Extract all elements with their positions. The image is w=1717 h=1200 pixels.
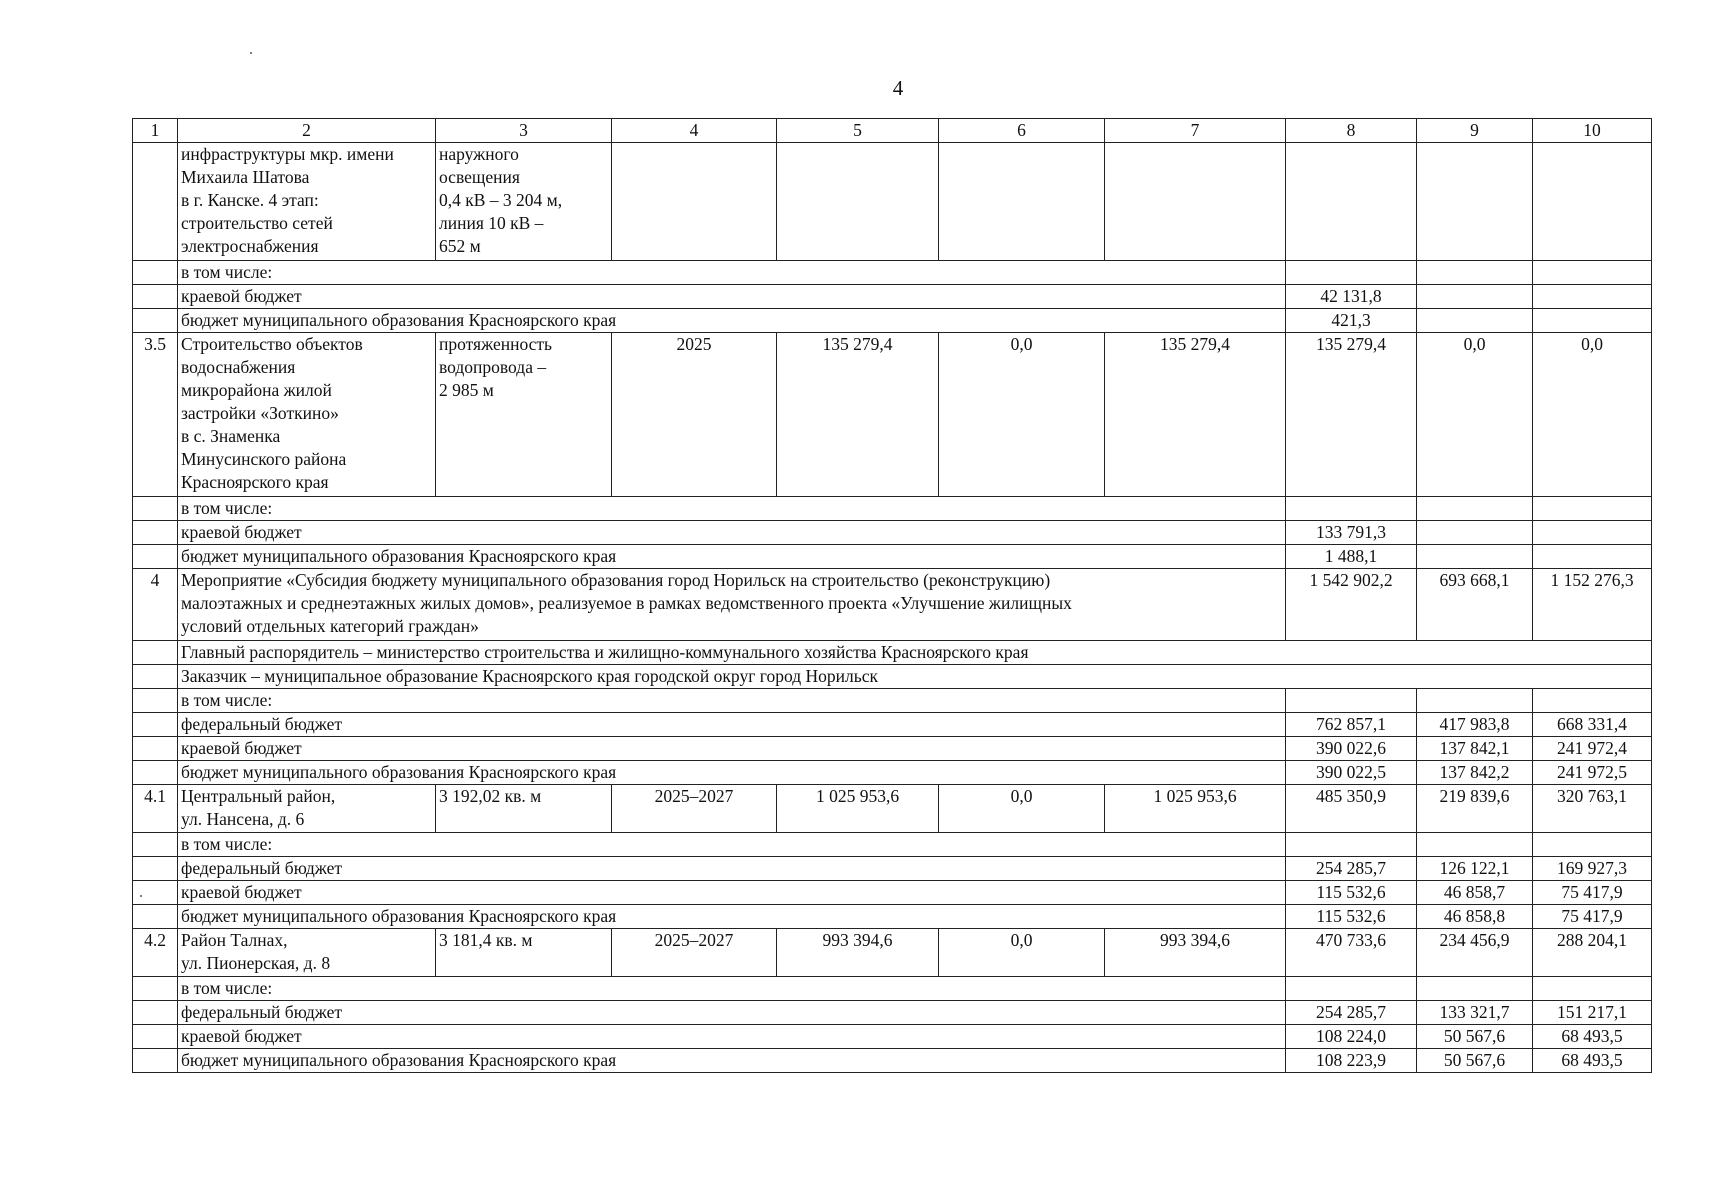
header-cell: 8 — [1286, 119, 1417, 143]
object-indicator: протяженность водопровода – 2 985 м — [436, 333, 612, 497]
table-row — [133, 761, 1652, 785]
in-total-label: в том числе: — [178, 261, 1286, 285]
table-row — [133, 665, 1652, 689]
value-cell: 1 542 902,2 — [1286, 569, 1417, 641]
value-cell: 219 839,6 — [1417, 785, 1533, 833]
table-row — [133, 285, 1652, 309]
value-cell: 470 733,6 — [1286, 929, 1417, 977]
value-cell: 234 456,9 — [1417, 929, 1533, 977]
value-cell: 135 279,4 — [1105, 333, 1286, 497]
page-number: 4 — [892, 76, 904, 100]
year-cell: 2025 — [612, 333, 777, 497]
budget-label: бюджет муниципального образования Красноярского края — [178, 905, 1286, 929]
value-cell: 133 321,7 — [1417, 1001, 1533, 1025]
value-cell: 151 217,1 — [1533, 1001, 1652, 1025]
value-cell: 68 493,5 — [1533, 1049, 1652, 1073]
value-cell: 133 791,3 — [1286, 521, 1417, 545]
table-row — [133, 905, 1652, 929]
value-cell: 137 842,2 — [1417, 761, 1533, 785]
table-row — [133, 497, 1652, 521]
value-cell: 0,0 — [939, 333, 1105, 497]
table-row — [133, 569, 1652, 641]
value-cell: 0,0 — [939, 929, 1105, 977]
budget-table — [132, 118, 1652, 1073]
object-name: Центральный район, ул. Нансена, д. 6 — [178, 785, 436, 833]
object-name: инфраструктуры мкр. имени Михаила Шатова в г. Канске. 4 этап: строительство сетей электроснабжения — [178, 143, 436, 261]
value-cell: 108 223,9 — [1286, 1049, 1417, 1073]
value-cell: 135 279,4 — [1286, 333, 1417, 497]
value-cell: 320 763,1 — [1533, 785, 1652, 833]
table-row — [133, 857, 1652, 881]
budget-label: краевой бюджет — [178, 285, 1286, 309]
customer: Заказчик – муниципальное образование Красноярского края городской округ город Норильск — [178, 665, 1652, 689]
value-cell: 0,0 — [1417, 333, 1533, 497]
table-row — [133, 1049, 1652, 1073]
value-cell: 75 417,9 — [1533, 881, 1652, 905]
budget-label: бюджет муниципального образования Красноярского края — [178, 309, 1286, 333]
budget-label: бюджет муниципального образования Красноярского края — [178, 761, 1286, 785]
main-manager: Главный распорядитель – министерство строительства и жилищно-коммунального хозяйства Красноярского края — [178, 641, 1652, 665]
object-name: Район Талнах, ул. Пионерская, д. 8 — [178, 929, 436, 977]
table-row — [133, 333, 1652, 497]
value-cell: 68 493,5 — [1533, 1025, 1652, 1049]
header-cell: 9 — [1417, 119, 1533, 143]
value-cell: 485 350,9 — [1286, 785, 1417, 833]
value-cell: 1 025 953,6 — [777, 785, 939, 833]
table-row — [133, 1001, 1652, 1025]
budget-label: федеральный бюджет — [178, 713, 1286, 737]
budget-label: краевой бюджет — [178, 521, 1286, 545]
value-cell: 1 152 276,3 — [1533, 569, 1652, 641]
table-row — [133, 545, 1652, 569]
value-cell: 254 285,7 — [1286, 1001, 1417, 1025]
in-total-label: в том числе: — [178, 977, 1286, 1001]
value-cell: 1 488,1 — [1286, 545, 1417, 569]
object-indicator: наружного освещения 0,4 кВ – 3 204 м, линия 10 кВ – 652 м — [436, 143, 612, 261]
header-cell: 2 — [178, 119, 436, 143]
table-row — [133, 309, 1652, 333]
value-cell: 693 668,1 — [1417, 569, 1533, 641]
row-number: 4.1 — [133, 785, 178, 833]
value-cell: 75 417,9 — [1533, 905, 1652, 929]
value-cell: 126 122,1 — [1417, 857, 1533, 881]
in-total-label: в том числе: — [178, 833, 1286, 857]
table-row — [133, 833, 1652, 857]
value-cell: 993 394,6 — [1105, 929, 1286, 977]
value-cell: 137 842,1 — [1417, 737, 1533, 761]
scan-speck — [250, 52, 252, 54]
header-cell: 10 — [1533, 119, 1652, 143]
header-cell: 7 — [1105, 119, 1286, 143]
table-row — [133, 641, 1652, 665]
table-row — [133, 143, 1652, 261]
header-cell: 6 — [939, 119, 1105, 143]
row-number: 4.2 — [133, 929, 178, 977]
in-total-label: в том числе: — [178, 497, 1286, 521]
value-cell: 241 972,4 — [1533, 737, 1652, 761]
value-cell: 46 858,7 — [1417, 881, 1533, 905]
table-row — [133, 977, 1652, 1001]
value-cell: 46 858,8 — [1417, 905, 1533, 929]
table-row — [133, 785, 1652, 833]
value-cell: 417 983,8 — [1417, 713, 1533, 737]
in-total-label: в том числе: — [178, 689, 1286, 713]
value-cell: 762 857,1 — [1286, 713, 1417, 737]
value-cell: 42 131,8 — [1286, 285, 1417, 309]
value-cell: 254 285,7 — [1286, 857, 1417, 881]
value-cell: 241 972,5 — [1533, 761, 1652, 785]
row-number: 3.5 — [133, 333, 178, 497]
budget-label: федеральный бюджет — [178, 857, 1286, 881]
value-cell: 993 394,6 — [777, 929, 939, 977]
value-cell: 288 204,1 — [1533, 929, 1652, 977]
object-indicator: 3 192,02 кв. м — [436, 785, 612, 833]
table-header-row — [133, 119, 1652, 143]
header-cell: 5 — [777, 119, 939, 143]
header-cell: 4 — [612, 119, 777, 143]
table-row — [133, 1025, 1652, 1049]
value-cell: 115 532,6 — [1286, 881, 1417, 905]
value-cell: 1 025 953,6 — [1105, 785, 1286, 833]
value-cell: 169 927,3 — [1533, 857, 1652, 881]
table-row — [133, 713, 1652, 737]
year-cell: 2025–2027 — [612, 929, 777, 977]
value-cell: 390 022,6 — [1286, 737, 1417, 761]
table-row — [133, 261, 1652, 285]
table-row — [133, 929, 1652, 977]
value-cell: 50 567,6 — [1417, 1025, 1533, 1049]
row-number: 4 — [133, 569, 178, 641]
budget-label: краевой бюджет — [178, 1025, 1286, 1049]
table-row — [133, 881, 1652, 905]
table-row — [133, 521, 1652, 545]
value-cell: 135 279,4 — [777, 333, 939, 497]
value-cell: 0,0 — [939, 785, 1105, 833]
budget-label: федеральный бюджет — [178, 1001, 1286, 1025]
header-cell: 3 — [436, 119, 612, 143]
budget-label: бюджет муниципального образования Красноярского края — [178, 1049, 1286, 1073]
value-cell: 108 224,0 — [1286, 1025, 1417, 1049]
budget-label: краевой бюджет — [178, 881, 1286, 905]
budget-label: бюджет муниципального образования Красноярского края — [178, 545, 1286, 569]
year-cell: 2025–2027 — [612, 785, 777, 833]
object-name: Строительство объектов водоснабжения микрорайона жилой застройки «Зоткино» в с. Знаменка Минусинского района Красноярского края — [178, 333, 436, 497]
measure-description: Мероприятие «Субсидия бюджету муниципального образования город Норильск на строительство (реконструкцию) малоэтажных и среднеэтажных жилых домов», реализуемое в рамках ведомственного проекта «Улучшение жилищных условий отдельных категорий граждан» — [178, 569, 1286, 641]
object-indicator: 3 181,4 кв. м — [436, 929, 612, 977]
budget-label: краевой бюджет — [178, 737, 1286, 761]
table-row — [133, 689, 1652, 713]
value-cell: 668 331,4 — [1533, 713, 1652, 737]
value-cell: 115 532,6 — [1286, 905, 1417, 929]
header-cell: 1 — [133, 119, 178, 143]
value-cell: 0,0 — [1533, 333, 1652, 497]
table-row — [133, 737, 1652, 761]
value-cell: 421,3 — [1286, 309, 1417, 333]
value-cell: 390 022,5 — [1286, 761, 1417, 785]
value-cell: 50 567,6 — [1417, 1049, 1533, 1073]
